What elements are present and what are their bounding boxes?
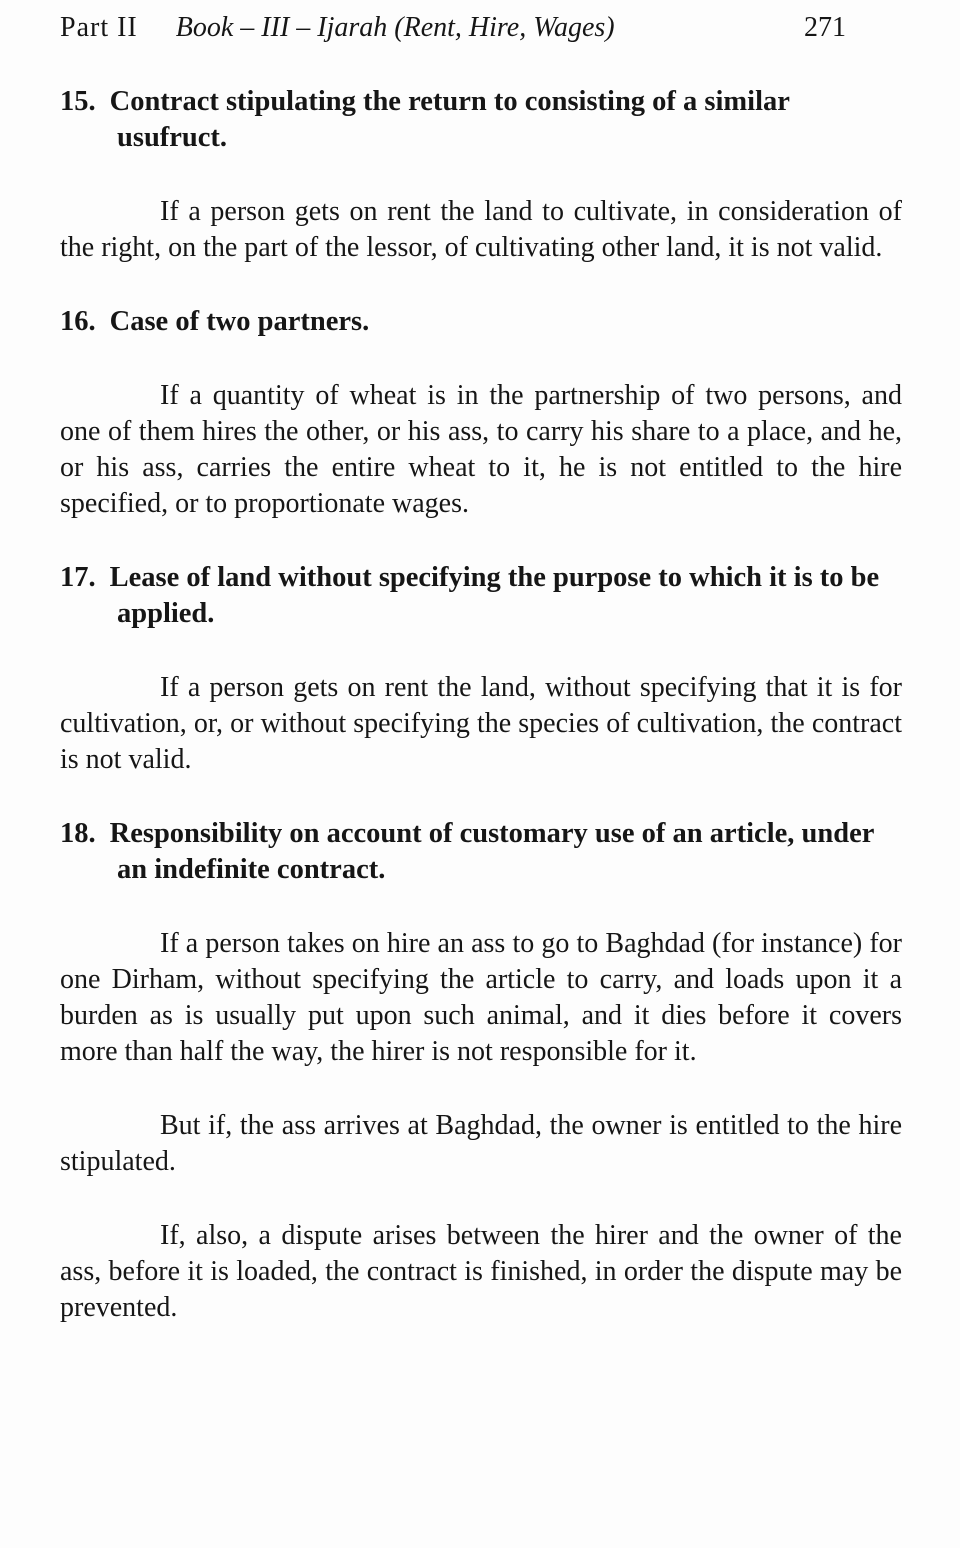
section-15-heading — [60, 84, 902, 156]
book-title: Book – III – Ijarah (Rent, Hire, Wages) — [175, 12, 615, 43]
section-16 — [60, 304, 902, 522]
section-number: 16. — [60, 306, 96, 337]
section-17 — [60, 560, 902, 778]
section-paragraph: If a person gets on rent the land to cultivate, in consideration of the right, on the part of the lessor, of cultivating other land, it is not valid. — [60, 196, 902, 263]
page-number: 271 — [804, 12, 846, 43]
section-18-heading — [60, 816, 902, 888]
section-16-heading — [60, 304, 902, 340]
section-title: Responsibility on account of customary use of an article, under an indefinite contract. — [109, 818, 874, 885]
section-number: 17. — [60, 562, 96, 593]
section-paragraph: But if, the ass arrives at Baghdad, the owner is entitled to the hire stipulated. — [60, 1110, 902, 1177]
section-paragraph: If a person takes on hire an ass to go to Baghdad (for instance) for one Dirham, without specifying the article to carry, and loads upon it a burden as is usually put upon such animal, and it dies before it covers more than half the way, the hirer is not responsible for it. — [60, 928, 902, 1067]
section-title: Contract stipulating the return to consisting of a similar usufruct. — [109, 86, 790, 153]
section-title: Lease of land without specifying the purpose to which it is to be applied. — [109, 562, 880, 629]
section-number: 15. — [60, 86, 96, 117]
section-18 — [60, 816, 902, 1326]
section-17-heading — [60, 560, 902, 632]
part-label: Part II — [60, 12, 138, 43]
section-paragraph: If, also, a dispute arises between the hirer and the owner of the ass, before it is loaded, the contract is finished, in order the dispute may be prevented. — [60, 1220, 902, 1323]
section-title: Case of two partners. — [109, 306, 370, 337]
section-paragraph: If a quantity of wheat is in the partnership of two persons, and one of them hires the other, or his ass, to carry his share to a place, and he, or his ass, carries the entire wheat to it, he is not entitled to the hire specified, or to proportionate wages. — [60, 380, 902, 519]
page-header — [60, 10, 902, 46]
section-number: 18. — [60, 818, 96, 849]
section-paragraph: If a person gets on rent the land, without specifying that it is for cultivation, or, or without specifying the species of cultivation, the contract is not valid. — [60, 672, 902, 775]
section-15 — [60, 84, 902, 266]
